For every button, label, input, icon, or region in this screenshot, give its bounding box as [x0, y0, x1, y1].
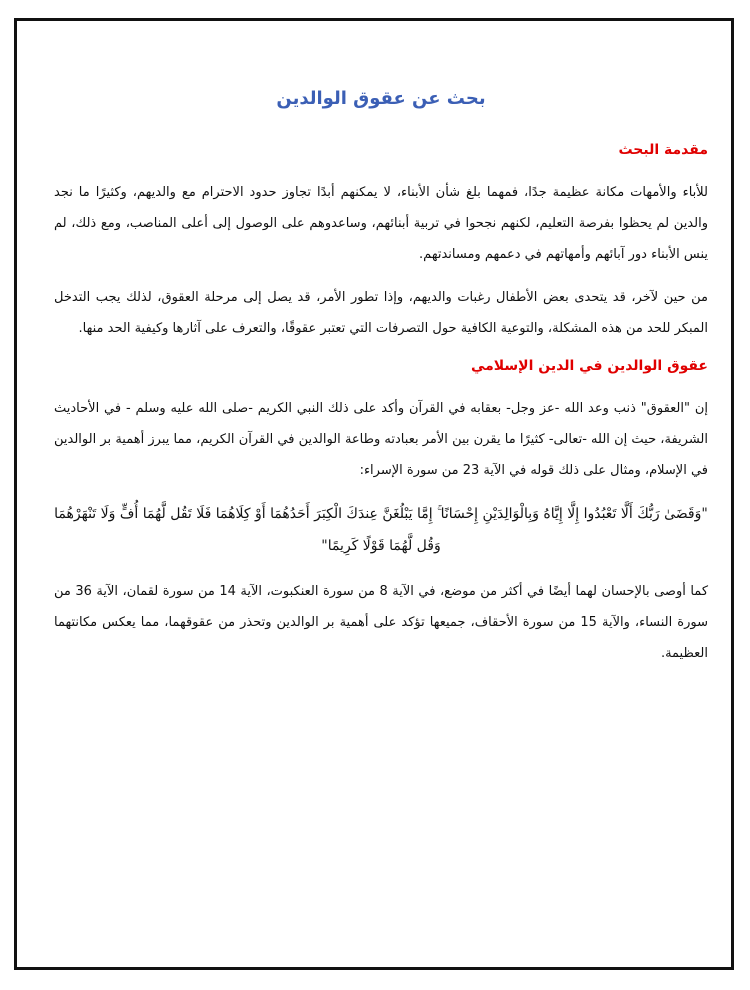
- section-heading-islam: عقوق الوالدين في الدين الإسلامي: [470, 358, 708, 374]
- quran-verse-quote: "وَقَضَىٰ رَبُّكَ أَلَّا تَعْبُدُوا إِلَّا إِيَّاهُ وَبِالْوَالِدَيْنِ إِحْسَانًا ۚ إِمَّا يَبْلُغَنَّ عِندَكَ الْكِبَرَ أَحَدُهُمَا أَوْ كِلَاهُمَا فَلَا تَقُل لَّهُمَا أُفٍّ وَلَا تَنْهَرْهُمَا وَقُل لَّهُمَا قَوْلًا كَرِيمًا": [54, 506, 708, 554]
- document-title: بحث عن عقوق الوالدين: [276, 88, 486, 109]
- paragraph-intro-2: من حين لآخر، قد يتحدى بعض الأطفال رغبات والديهم، وإذا تطور الأمر، قد يصل إلى مرحلة العقوق، لذلك يجب التدخل المبكر للحد من هذه المشكلة، والتوعية الكافية حول التصرفات التي تعتبر عقوقًا، والتعرف على آثارها وكيفية الحد منها.: [54, 290, 708, 336]
- document-body: [54, 62, 708, 681]
- paragraph-islam-closing: كما أوصى بالإحسان لهما أيضًا في أكثر من موضع، في الآية 8 من سورة العنكبوت، الآية 14 من سورة لقمان، الآية 36 من سورة النساء، والآية 15 من سورة الأحقاف، جميعها تؤكد على أهمية بر الوالدين وتحذر من عقوقهما، مما يعكس مكانتهما العظيمة.: [54, 584, 709, 661]
- paragraph-islam-1: إن "العقوق" ذنب وعد الله -عز وجل- بعقابه في القرآن وأكد على ذلك النبي الكريم -صلى الله عليه وسلم - في الأحاديث الشريفة، حيث إن الله -تعالى- كثيرًا ما يقرن بين الأمر بعبادته وطاعة الوالدين في القرآن الكريم، مما يبرز أهمية بر الوالدين في الإسلام، ومثال على ذلك قوله في الآية 23 من سورة الإسراء:: [54, 401, 708, 478]
- paragraph-intro-1: للأباء والأمهات مكانة عظيمة جدًا، فمهما بلغ شأن الأبناء، لا يمكنهم أبدًا تجاوز حدود الاحترام مع والديهم، وكثيرًا ما نجد والدين لم يحظوا بفرصة التعليم، لكنهم نجحوا في تربية أبنائهم، وساعدوهم على الوصول إلى أعلى المناصب، ومع ذلك، لم ينس الأبناء دور آبائهم وأمهاتهم في دعمهم ومساندتهم.: [54, 185, 708, 262]
- section-heading-introduction: مقدمة البحث: [618, 142, 708, 158]
